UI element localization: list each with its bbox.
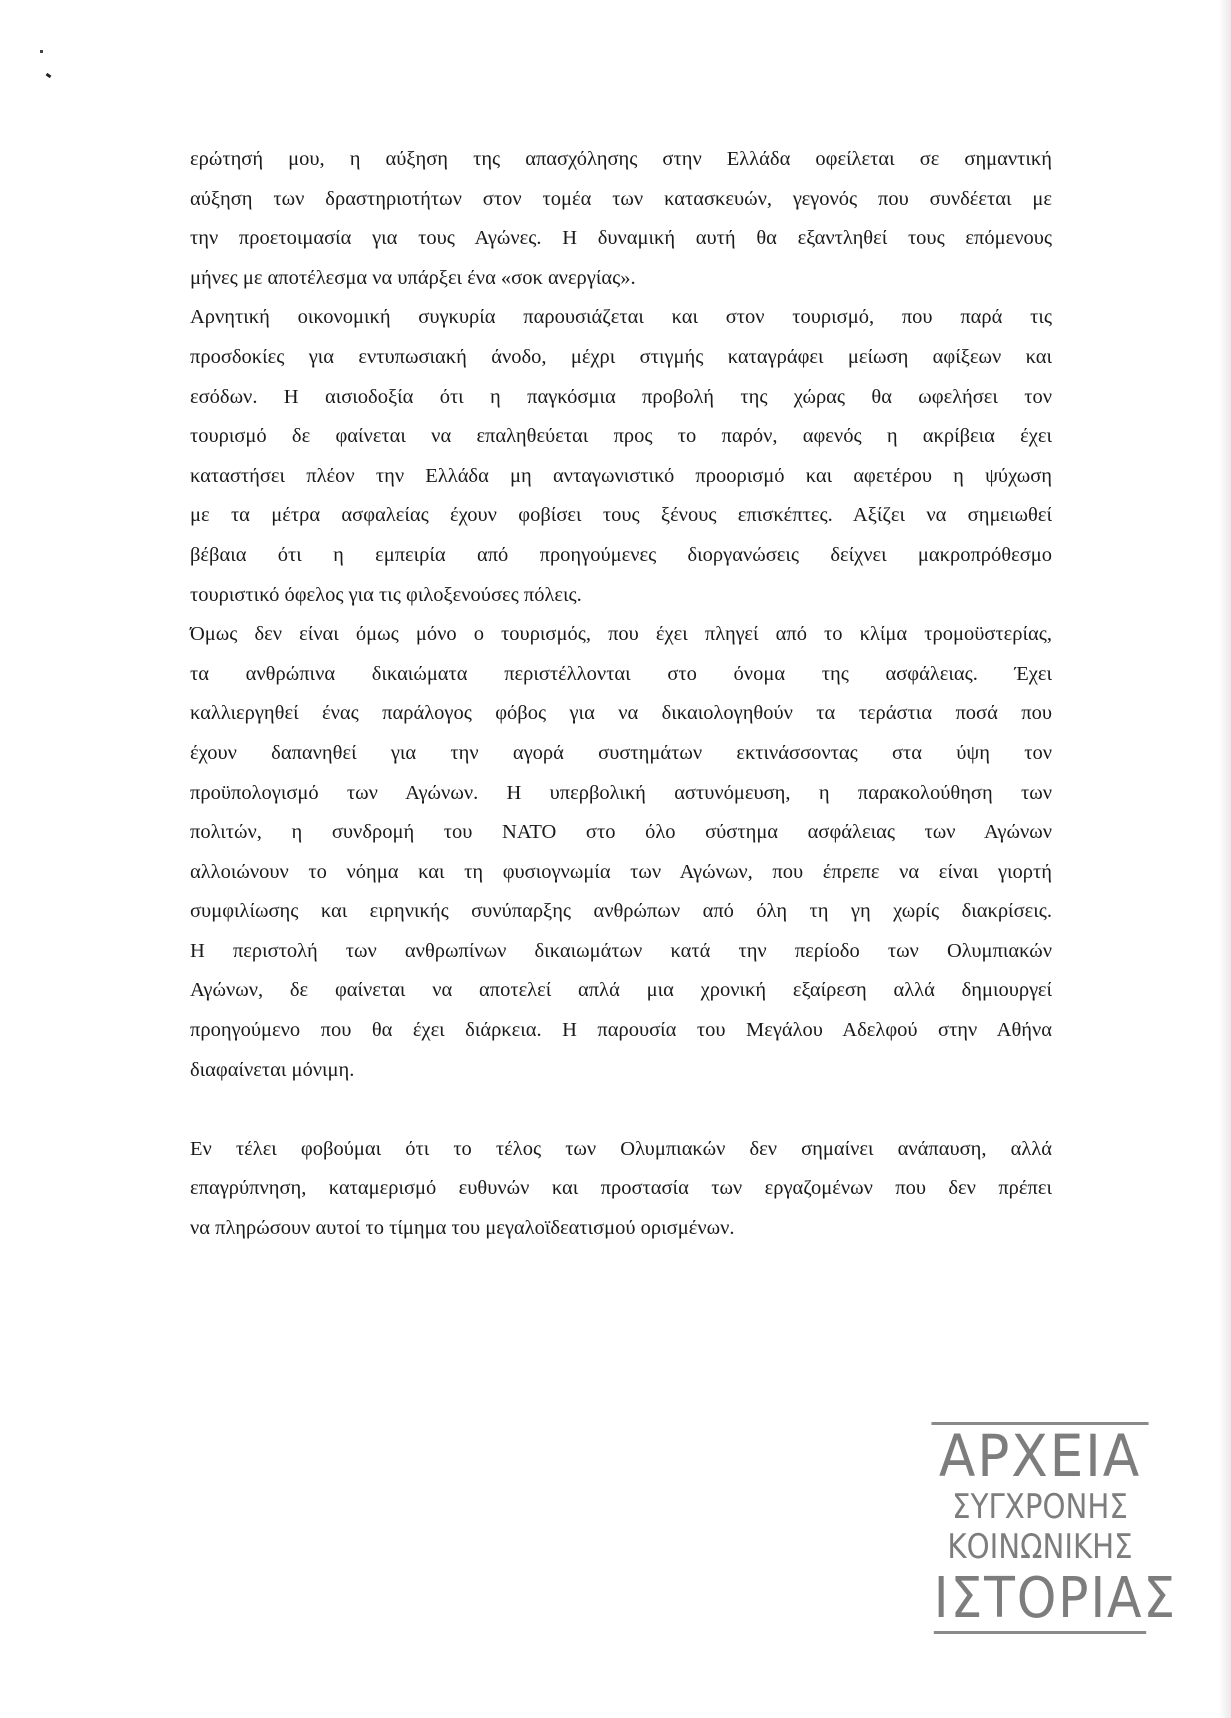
text-line: αλλοιώνουν το νόημα και τη φυσιογνωμία των Αγώνων, που έπρεπε να είναι γιορτή	[190, 860, 1052, 883]
text-line: με τα μέτρα ασφαλείας έχουν φοβίσει τους ξένους επισκέπτες. Αξίζει να σημειωθεί	[190, 504, 1052, 527]
text-line: μήνες με αποτέλεσμα να υπάρξει ένα «σοκ ανεργίας».	[190, 266, 636, 289]
stamp-line: ΑΡΧΕΙΑ	[931, 1422, 1148, 1487]
text-line: αύξηση των δραστηριοτήτων στον τομέα των κατασκευών, γεγονός που συνδέεται με	[190, 187, 1052, 210]
text-line: Αρνητική οικονομική συγκυρία παρουσιάζεται και στον τουρισμό, που παρά τις	[190, 306, 1052, 329]
stamp-line: ΙΣΤΟΡΙΑΣ	[934, 1567, 1146, 1634]
text-line: την προετοιμασία για τους Αγώνες. Η δυναμική αυτή θα εξαντληθεί τους επόμενους	[190, 227, 1052, 250]
text-line: τα ανθρώπινα δικαιώματα περιστέλλονται στο όνομα της ασφάλειας. Έχει	[190, 662, 1052, 685]
closing-line: επαγρύπνηση, καταμερισμό ευθυνών και προστασία των εργαζομένων που δεν πρέπει	[190, 1177, 1052, 1200]
text-line: καλλιεργηθεί ένας παράλογος φόβος για να δικαιολογηθούν τα τεράστια ποσά που	[190, 702, 1052, 725]
text-line: πολιτών, η συνδρομή του ΝΑΤΟ στο όλο σύστημα ασφάλειας των Αγώνων	[190, 821, 1052, 844]
text-line: Αγώνων, δε φαίνεται να αποτελεί απλά μια χρονική εξαίρεση αλλά δημιουργεί	[190, 979, 1052, 1002]
text-line: συμφιλίωσης και ειρηνικής συνύπαρξης ανθρώπων από όλη τη γη χωρίς διακρίσεις.	[190, 900, 1052, 923]
closing-line: να πληρώσουν αυτοί το τίμημα του μεγαλοϊδεατισμού ορισμένων.	[190, 1217, 735, 1240]
text-line: Όμως δεν είναι όμως μόνο ο τουρισμός, που έχει πληγεί από το κλίμα τρομοϋστερίας,	[190, 623, 1052, 646]
closing-line: Εν τέλει φοβούμαι ότι το τέλος των Ολυμπιακών δεν σημαίνει ανάπαυση, αλλά	[190, 1137, 1052, 1160]
scan-dash	[46, 73, 52, 78]
scan-edge-shadow	[1219, 0, 1231, 1718]
text-line: καταστήσει πλέον την Ελλάδα μη ανταγωνιστικό προορισμό και αφετέρου η ψύχωση	[190, 464, 1052, 487]
scan-artifact-mark	[40, 50, 50, 80]
text-line: διαφαίνεται μόνιμη.	[190, 1058, 355, 1081]
archive-stamp	[922, 1422, 1177, 1631]
text-line: τουρισμό δε φαίνεται να επαληθεύεται προς το παρόν, αφενός η ακρίβεια έχει	[190, 425, 1052, 448]
text-line: προσδοκίες για εντυπωσιακή άνοδο, μέχρι στιγμής καταγράφει μείωση αφίξεων και	[190, 345, 1052, 368]
stamp-line: ΚΟΙΝΩΝΙΚΗΣ	[947, 1527, 1133, 1567]
text-line: Η περιστολή των ανθρωπίνων δικαιωμάτων κατά την περίοδο των Ολυμπιακών	[190, 939, 1052, 962]
text-line: προϋπολογισμό των Αγώνων. Η υπερβολική αστυνόμευση, η παρακολούθηση των	[190, 781, 1052, 804]
text-line: τουριστικό όφελος για τις φιλοξενούσες πόλεις.	[190, 583, 582, 606]
text-line: εσόδων. Η αισιοδοξία ότι η παγκόσμια προβολή της χώρας θα ωφελήσει τον	[190, 385, 1052, 408]
stamp-line: ΣΥΓΧΡΟΝΗΣ	[952, 1487, 1128, 1527]
scan-dot	[40, 50, 43, 53]
text-line: έχουν δαπανηθεί για την αγορά συστημάτων εκτινάσσοντας στα ύψη τον	[190, 741, 1052, 764]
body-text	[190, 140, 1052, 1249]
text-line: βέβαια ότι η εμπειρία από προηγούμενες διοργανώσεις δείχνει μακροπρόθεσμο	[190, 543, 1052, 566]
text-line: ερώτησή μου, η αύξηση της απασχόλησης στην Ελλάδα οφείλεται σε σημαντική	[190, 148, 1052, 170]
paragraph-gap	[190, 1090, 1052, 1130]
text-line: προηγούμενο που θα έχει διάρκεια. Η παρουσία του Μεγάλου Αδελφού στην Αθήνα	[190, 1019, 1052, 1042]
